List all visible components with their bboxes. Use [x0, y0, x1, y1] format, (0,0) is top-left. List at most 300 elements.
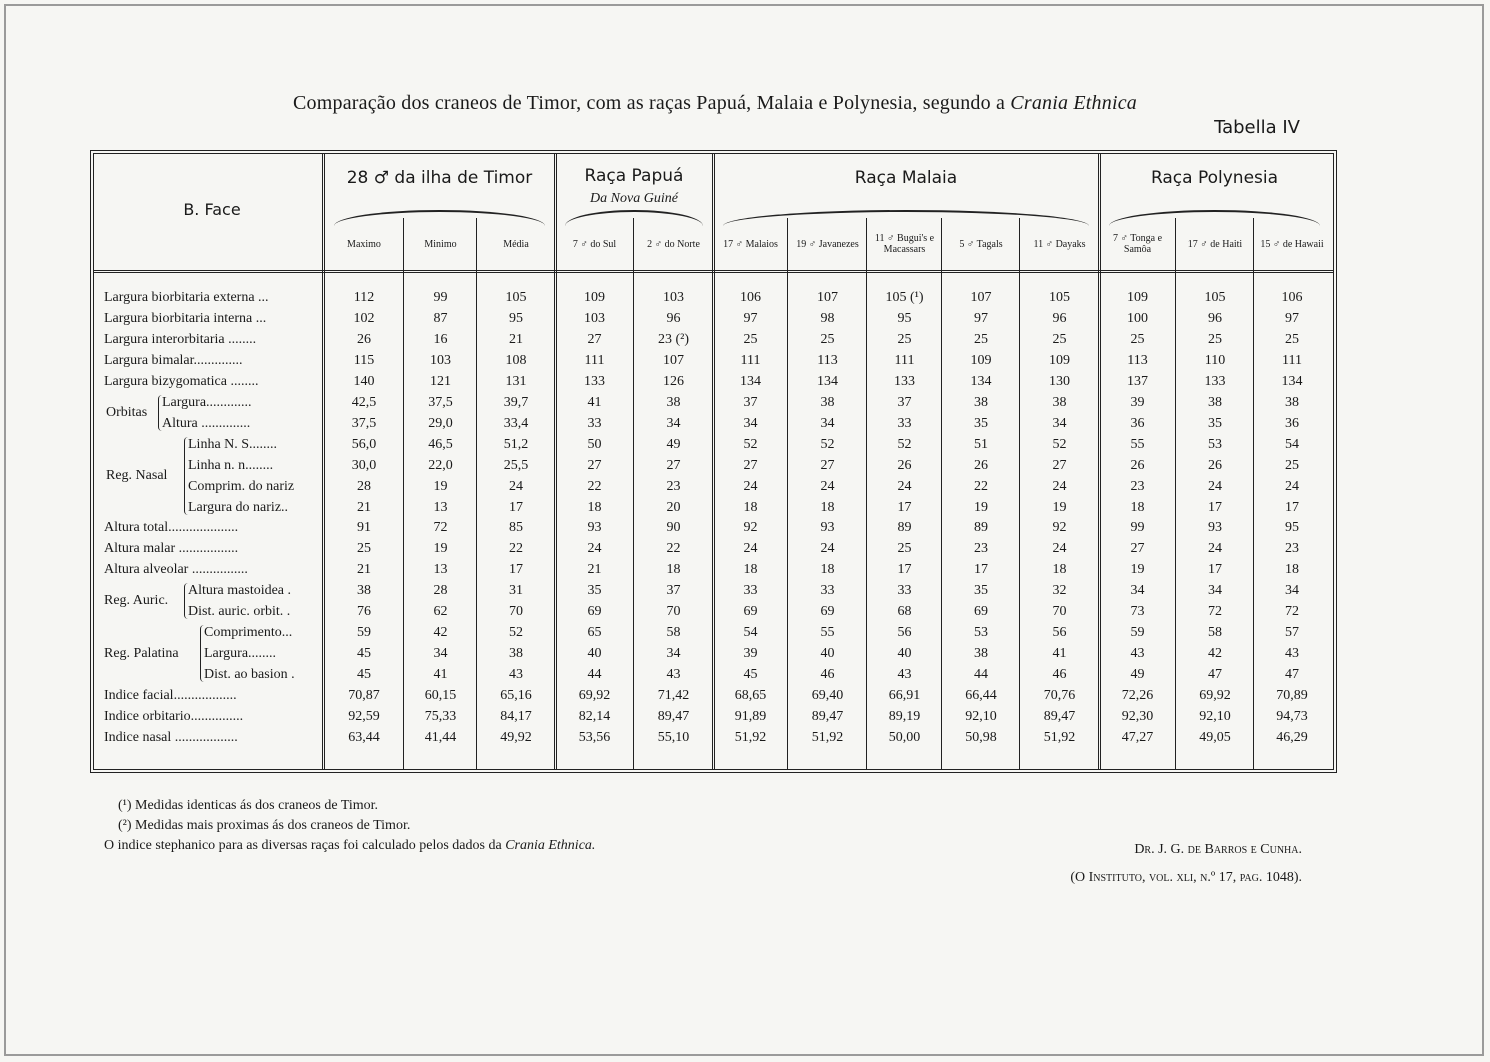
table-cell: 97 — [974, 311, 988, 326]
table-cell: 37,5 — [351, 416, 377, 431]
table-cell: 32 — [1052, 583, 1067, 598]
table-cell: 69,40 — [811, 688, 844, 703]
table-cell: 59 — [1130, 625, 1145, 640]
table-cell: 38 — [357, 583, 371, 598]
table-cell: 50,98 — [965, 730, 997, 745]
row-label: Largura biorbitaria interna ... — [104, 311, 267, 326]
table-cell: 43 — [1130, 646, 1145, 661]
table-cell: 69 — [974, 604, 988, 619]
title-main: Comparação dos craneos de Timor, com as raças Papuá, Malaia e Polynesia, segundo a — [293, 92, 1006, 114]
table-cell: 27 — [587, 458, 602, 473]
table-cell: 49 — [666, 437, 681, 452]
table-cell: 99 — [433, 290, 448, 305]
table-cell: 38 — [974, 646, 988, 661]
table-cell: 111 — [894, 353, 915, 368]
table-cell: 24 — [820, 541, 835, 556]
table-cell: 26 — [357, 332, 371, 347]
table-cell: 37 — [666, 583, 681, 598]
table-cell: 41 — [433, 667, 448, 682]
table-cell: 52 — [509, 625, 523, 640]
row-label: Indice orbitario............... — [104, 709, 244, 724]
table-cell: 108 — [505, 353, 527, 368]
table-row — [0, 559, 1490, 580]
column-header: 7 ♂ Tonga e Samôa — [1112, 233, 1163, 255]
table-cell: 27 — [820, 458, 835, 473]
table-cell: 133 — [584, 374, 605, 389]
table-cell: 95 — [897, 311, 912, 326]
table-cell: 60,15 — [424, 688, 457, 703]
table-cell: 47,27 — [1121, 730, 1154, 745]
table-cell: 24 — [1052, 479, 1067, 494]
row-label: Altura alveolar ................ — [104, 562, 248, 577]
table-cell: 133 — [1204, 374, 1226, 389]
table-cell: 97 — [743, 311, 758, 326]
table-cell: 22,0 — [428, 458, 453, 473]
table-row — [0, 371, 1490, 392]
table-cell: 36 — [1285, 416, 1299, 431]
table-cell: 84,17 — [500, 709, 532, 724]
table-cell: 21 — [357, 562, 371, 577]
table-cell: 71,42 — [657, 688, 690, 703]
table-cell: 27 — [666, 458, 681, 473]
footnote-3-italic: Crania Ethnica. — [505, 838, 596, 853]
table-cell: 134 — [1281, 374, 1303, 389]
table-cell: 25 — [743, 332, 758, 347]
table-cell: 19 — [433, 541, 448, 556]
row-group-brace — [184, 437, 190, 515]
table-cell: 18 — [1052, 562, 1067, 577]
table-cell: 24 — [820, 479, 835, 494]
table-cell: 56,0 — [351, 437, 377, 452]
row-label: Linha N. S........ — [188, 437, 278, 452]
table-cell: 34 — [666, 646, 681, 661]
table-cell: 41 — [587, 395, 602, 410]
table-cell: 13 — [433, 562, 448, 577]
column-header: 19 ♂ Javanezes — [796, 238, 859, 250]
row-group-label: Reg. Palatina — [104, 646, 179, 661]
table-cell: 100 — [1127, 311, 1148, 326]
table-cell: 95 — [509, 311, 523, 326]
table-cell: 106 — [1281, 290, 1303, 305]
table-cell: 69 — [820, 604, 835, 619]
table-cell: 87 — [433, 311, 448, 326]
column-header: Minimo — [424, 238, 457, 250]
table-cell: 69 — [587, 604, 602, 619]
table-cell: 51,92 — [734, 730, 767, 745]
title-italic: Crania Ethnica — [1010, 92, 1137, 114]
table-cell: 33 — [820, 583, 835, 598]
column-header: Média — [503, 238, 529, 250]
row-label: Indice facial.................. — [104, 688, 237, 703]
table-cell: 37 — [743, 395, 758, 410]
table-cell: 35 — [974, 583, 988, 598]
table-row — [0, 538, 1490, 559]
table-cell: 17 — [509, 562, 523, 577]
table-cell: 97 — [1285, 311, 1299, 326]
table-cell: 121 — [430, 374, 451, 389]
table-row — [0, 727, 1490, 748]
table-cell: 34 — [1130, 583, 1145, 598]
credit-author: Dr. J. G. de Barros e Cunha. — [1134, 842, 1302, 857]
table-cell: 46 — [1052, 667, 1067, 682]
table-cell: 105 (¹) — [885, 290, 924, 305]
row-label: Largura do nariz.. — [188, 500, 289, 515]
table-row — [0, 497, 1490, 518]
table-cell: 109 — [970, 353, 992, 368]
table-cell: 105 — [1049, 290, 1070, 305]
table-row — [0, 664, 1490, 685]
table-cell: 23 (²) — [657, 332, 690, 347]
table-cell: 70,87 — [348, 688, 380, 703]
table-cell: 38 — [820, 395, 835, 410]
table-cell: 25 — [1285, 458, 1299, 473]
table-cell: 19 — [1052, 500, 1067, 515]
table-cell: 24 — [1285, 479, 1299, 494]
table-cell: 45 — [743, 667, 758, 682]
table-cell: 102 — [353, 311, 375, 326]
table-cell: 49,05 — [1199, 730, 1231, 745]
table-cell: 43 — [509, 667, 523, 682]
table-cell: 92 — [1052, 520, 1067, 535]
table-cell: 52 — [743, 437, 758, 452]
table-cell: 25 — [1130, 332, 1145, 347]
table-cell: 92,30 — [1121, 709, 1154, 724]
table-row — [0, 476, 1490, 497]
table-cell: 23 — [1285, 541, 1299, 556]
table-cell: 91,89 — [734, 709, 767, 724]
table-cell: 42,5 — [351, 395, 377, 410]
table-cell: 51 — [974, 437, 988, 452]
table-cell: 55 — [820, 625, 835, 640]
table-cell: 22 — [509, 541, 523, 556]
table-cell: 24 — [743, 541, 758, 556]
row-group-label: Orbitas — [106, 405, 148, 420]
table-cell: 47 — [1285, 667, 1299, 682]
row-group-brace — [200, 625, 206, 682]
table-cell: 76 — [357, 604, 371, 619]
group-subheader: Da Nova Guiné — [590, 191, 678, 206]
row-label: Dist. ao basion . — [204, 667, 295, 682]
table-cell: 46,5 — [428, 437, 453, 452]
table-cell: 17 — [974, 562, 988, 577]
table-cell: 70 — [666, 604, 681, 619]
table-row — [0, 434, 1490, 455]
table-row — [0, 622, 1490, 643]
table-cell: 52 — [1052, 437, 1067, 452]
table-cell: 18 — [666, 562, 681, 577]
table-cell: 33 — [587, 416, 602, 431]
table-cell: 27 — [587, 332, 602, 347]
table-cell: 59 — [357, 625, 371, 640]
table-cell: 65 — [587, 625, 602, 640]
table-cell: 96 — [1052, 311, 1067, 326]
column-header: 17 ♂ Malaios — [723, 238, 778, 250]
table-row — [0, 580, 1490, 601]
table-cell: 56 — [897, 625, 912, 640]
table-cell: 69,92 — [578, 688, 611, 703]
table-cell: 25 — [1208, 332, 1222, 347]
table-row — [0, 413, 1490, 434]
table-cell: 22 — [587, 479, 602, 494]
table-cell: 49 — [1130, 667, 1145, 682]
table-cell: 17 — [897, 562, 912, 577]
table-cell: 40 — [587, 646, 602, 661]
table-cell: 62 — [433, 604, 448, 619]
table-cell: 51,2 — [503, 437, 529, 452]
table-cell: 38 — [974, 395, 988, 410]
table-cell: 134 — [970, 374, 992, 389]
table-cell: 82,14 — [578, 709, 611, 724]
table-cell: 21 — [587, 562, 602, 577]
table-cell: 105 — [505, 290, 527, 305]
table-cell: 25 — [974, 332, 988, 347]
table-cell: 91 — [357, 520, 371, 535]
table-corner-label: B. Face — [183, 200, 241, 219]
column-header: 5 ♂ Tagals — [959, 238, 1003, 250]
table-cell: 37 — [897, 395, 912, 410]
table-cell: 35 — [974, 416, 988, 431]
table-cell: 69 — [743, 604, 758, 619]
table-cell: 43 — [1285, 646, 1299, 661]
table-cell: 53 — [974, 625, 988, 640]
table-row — [0, 517, 1490, 538]
table-cell: 17 — [897, 500, 912, 515]
table-cell: 23 — [974, 541, 988, 556]
table-row — [0, 308, 1490, 329]
table-cell: 31 — [509, 583, 523, 598]
table-cell: 66,91 — [888, 688, 921, 703]
table-cell: 103 — [663, 290, 684, 305]
table-cell: 34 — [1208, 583, 1222, 598]
table-cell: 34 — [433, 646, 448, 661]
page-title — [0, 92, 1430, 115]
table-cell: 72,26 — [1121, 688, 1154, 703]
table-cell: 18 — [1130, 500, 1145, 515]
table-cell: 41 — [1052, 646, 1067, 661]
table-cell: 107 — [970, 290, 992, 305]
table-cell: 109 — [584, 290, 605, 305]
table-cell: 130 — [1049, 374, 1070, 389]
table-cell: 89 — [974, 520, 988, 535]
credit — [1070, 836, 1302, 892]
table-cell: 111 — [740, 353, 761, 368]
footnote-2: (²) Medidas mais proximas ás dos craneos de Timor. — [118, 818, 411, 833]
table-cell: 72 — [433, 520, 448, 535]
table-cell: 110 — [1204, 353, 1226, 368]
table-cell: 45 — [357, 646, 371, 661]
table-cell: 54 — [743, 625, 758, 640]
table-cell: 37,5 — [428, 395, 453, 410]
table-cell: 47 — [1208, 667, 1222, 682]
table-number: Tabella IV — [1214, 117, 1300, 138]
group-header: Raça Papuá — [584, 166, 684, 186]
table-cell: 72 — [1208, 604, 1222, 619]
table-cell: 66,44 — [965, 688, 997, 703]
table-cell: 39,7 — [503, 395, 529, 410]
table-cell: 28 — [433, 583, 448, 598]
table-cell: 69,92 — [1199, 688, 1231, 703]
table-cell: 45 — [357, 667, 371, 682]
row-label: Largura biorbitaria externa ... — [104, 290, 269, 305]
table-cell: 53,56 — [578, 730, 611, 745]
table-cell: 65,16 — [500, 688, 532, 703]
table-cell: 140 — [353, 374, 375, 389]
row-label: Largura bimalar.............. — [104, 353, 243, 368]
table-cell: 25 — [897, 541, 912, 556]
table-cell: 18 — [820, 562, 835, 577]
table-cell: 70,89 — [1276, 688, 1308, 703]
table-cell: 50 — [587, 437, 602, 452]
table-cell: 17 — [509, 500, 523, 515]
table-row — [0, 350, 1490, 371]
table-cell: 94,73 — [1276, 709, 1308, 724]
column-header: 11 ♂ Dayaks — [1033, 238, 1086, 250]
table-cell: 73 — [1130, 604, 1145, 619]
table-cell: 50,00 — [888, 730, 921, 745]
table-cell: 27 — [743, 458, 758, 473]
table-cell: 24 — [1052, 541, 1067, 556]
row-label: Largura............. — [162, 395, 252, 410]
table-cell: 46,29 — [1276, 730, 1308, 745]
table-row — [0, 287, 1490, 308]
table-cell: 18 — [820, 500, 835, 515]
table-cell: 24 — [587, 541, 602, 556]
table-cell: 134 — [817, 374, 838, 389]
row-label: Altura total.................... — [104, 520, 239, 535]
table-cell: 51,92 — [811, 730, 844, 745]
table-cell: 36 — [1130, 416, 1145, 431]
table-cell: 22 — [666, 541, 681, 556]
table-cell: 35 — [587, 583, 602, 598]
row-label: Largura........ — [204, 646, 277, 661]
table-cell: 33 — [897, 416, 912, 431]
table-cell: 89,47 — [811, 709, 844, 724]
table-cell: 70,76 — [1043, 688, 1076, 703]
table-cell: 70 — [509, 604, 523, 619]
row-label: Altura malar ................. — [104, 541, 239, 556]
table-cell: 103 — [430, 353, 451, 368]
table-cell: 56 — [1052, 625, 1067, 640]
table-cell: 111 — [1282, 353, 1302, 368]
table-cell: 26 — [1130, 458, 1145, 473]
table-cell: 93 — [1208, 520, 1222, 535]
table-cell: 38 — [509, 646, 523, 661]
table-cell: 133 — [894, 374, 915, 389]
row-label: Altura .............. — [162, 416, 251, 431]
table-cell: 96 — [666, 311, 681, 326]
row-group-label: Reg. Nasal — [106, 468, 168, 483]
table-cell: 24 — [1208, 541, 1222, 556]
table-cell: 54 — [1285, 437, 1299, 452]
table-cell: 72 — [1285, 604, 1299, 619]
table-cell: 113 — [817, 353, 838, 368]
table-cell: 107 — [663, 353, 684, 368]
table-cell: 24 — [1208, 479, 1222, 494]
table-cell: 92,10 — [1199, 709, 1231, 724]
table-cell: 51,92 — [1043, 730, 1076, 745]
table-cell: 17 — [1208, 500, 1222, 515]
table-cell: 25 — [357, 541, 371, 556]
table-cell: 18 — [743, 562, 758, 577]
table-row — [0, 455, 1490, 476]
table-cell: 92 — [743, 520, 758, 535]
table-cell: 34 — [743, 416, 758, 431]
table-cell: 40 — [820, 646, 835, 661]
table-cell: 24 — [509, 479, 523, 494]
table-cell: 28 — [357, 479, 371, 494]
row-label: Linha n. n........ — [188, 458, 274, 473]
group-header: Raça Polynesia — [1150, 168, 1279, 188]
table-cell: 113 — [1127, 353, 1148, 368]
table-cell: 17 — [1285, 500, 1299, 515]
table-row — [0, 329, 1490, 350]
table-cell: 25 — [897, 332, 912, 347]
table-cell: 89 — [897, 520, 912, 535]
table-cell: 112 — [353, 290, 375, 305]
group-header: Raça Malaia — [854, 168, 958, 188]
column-header: 2 ♂ do Norte — [647, 238, 700, 250]
table-cell: 23 — [1130, 479, 1145, 494]
column-header: 11 ♂ Bugui's e Macassars — [874, 233, 935, 255]
table-cell: 26 — [974, 458, 988, 473]
table-cell: 21 — [509, 332, 523, 347]
table-cell: 33 — [743, 583, 758, 598]
table-cell: 89,47 — [657, 709, 690, 724]
table-cell: 20 — [666, 500, 681, 515]
row-label: Altura mastoidea . — [188, 583, 292, 598]
table-cell: 126 — [663, 374, 684, 389]
table-cell: 38 — [1285, 395, 1299, 410]
table-cell: 58 — [1208, 625, 1222, 640]
table-cell: 18 — [743, 500, 758, 515]
table-cell: 34 — [1285, 583, 1299, 598]
footnote-3 — [104, 836, 595, 856]
row-label: Dist. auric. orbit. . — [188, 604, 291, 619]
table-cell: 43 — [666, 667, 681, 682]
table-row — [0, 685, 1490, 706]
table-cell: 40 — [897, 646, 912, 661]
table-cell: 53 — [1208, 437, 1222, 452]
column-header: 7 ♂ do Sul — [572, 238, 617, 250]
table-cell: 68,65 — [734, 688, 767, 703]
table-cell: 93 — [820, 520, 835, 535]
row-label: Comprimento... — [204, 625, 293, 640]
table-cell: 96 — [1208, 311, 1222, 326]
table-cell: 35 — [1208, 416, 1222, 431]
table-cell: 18 — [1285, 562, 1299, 577]
table-cell: 26 — [897, 458, 912, 473]
table-cell: 52 — [820, 437, 835, 452]
table-cell: 30,0 — [351, 458, 377, 473]
table-cell: 107 — [817, 290, 838, 305]
table-cell: 34 — [666, 416, 681, 431]
table-cell: 19 — [433, 479, 448, 494]
table-cell: 38 — [1052, 395, 1067, 410]
table-cell: 103 — [584, 311, 605, 326]
column-header: 15 ♂ de Hawaii — [1260, 238, 1324, 250]
row-group-brace — [184, 583, 190, 619]
table-cell: 38 — [1208, 395, 1222, 410]
table-cell: 27 — [1052, 458, 1067, 473]
table-cell: 85 — [509, 520, 523, 535]
table-cell: 34 — [1052, 416, 1067, 431]
table-cell: 98 — [820, 311, 835, 326]
credit-source: (O Instituto, vol. xli, n.º 17, pag. 1048). — [1070, 870, 1302, 885]
footnotes — [104, 796, 596, 856]
table-cell: 89,47 — [1043, 709, 1076, 724]
row-label: Largura bizygomatica ........ — [104, 374, 259, 389]
table-cell: 68 — [897, 604, 912, 619]
